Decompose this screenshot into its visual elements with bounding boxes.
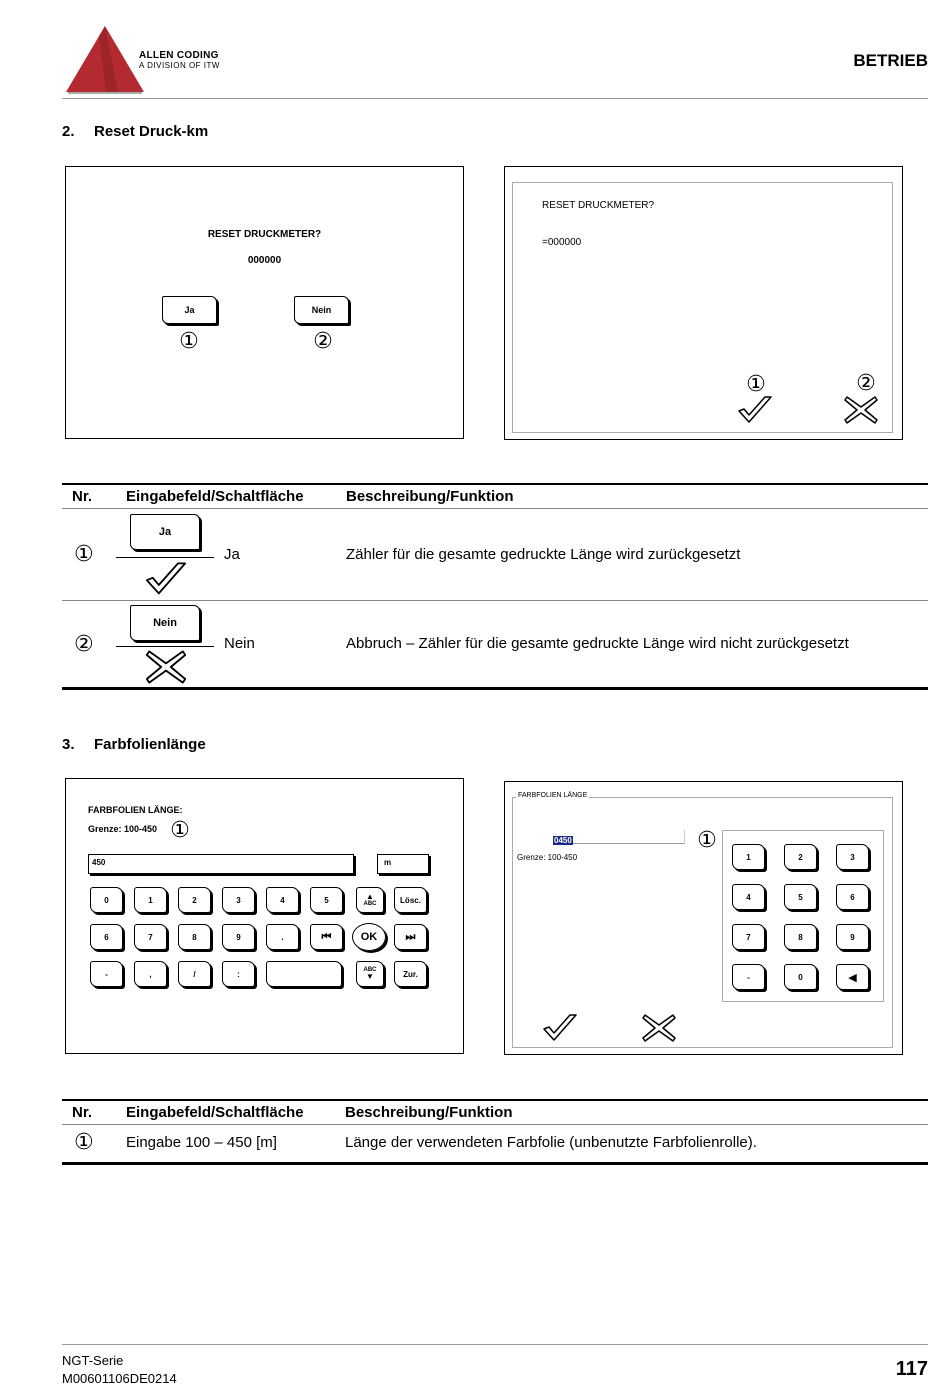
ok-button[interactable]: OK (352, 923, 386, 951)
key-colon[interactable]: : (222, 961, 255, 987)
cursor-right-key[interactable] (394, 924, 427, 950)
group-legend: FARBFOLIEN LÄNGE (518, 792, 588, 799)
callout-1: ① (179, 328, 199, 353)
key-0[interactable]: 0 (90, 887, 123, 913)
ja-button-thumbnail: Ja (130, 514, 200, 550)
table-header-rule (62, 1124, 928, 1125)
row-field: Ja (224, 546, 240, 563)
header-divider (62, 98, 928, 99)
key-4[interactable]: 4 (266, 887, 299, 913)
check-icon[interactable] (737, 395, 773, 425)
page-number: 117 (895, 1358, 928, 1380)
reset-value: =000000 (542, 237, 582, 248)
length-input[interactable] (553, 830, 685, 844)
key-0[interactable]: 0 (784, 964, 817, 990)
section-title: BETRIEB (853, 51, 928, 70)
cross-icon[interactable] (843, 395, 879, 425)
callout-2: ② (313, 328, 333, 353)
section-2-heading (62, 123, 208, 140)
cross-icon (144, 649, 188, 685)
row-field: Eingabe 100 – 450 [m] (126, 1134, 277, 1151)
reset-value: 000000 (247, 255, 282, 266)
table-bottom-rule (62, 1162, 928, 1165)
down-arrow-icon: ▼ (366, 972, 374, 981)
row-description: Zähler für die gesamte gedruckte Länge wird zurückgesetzt (346, 546, 741, 563)
ribbon-length-screen-classic (65, 778, 464, 1054)
unit-field: m (377, 854, 429, 874)
table-reset (62, 483, 928, 690)
logo-name: ALLEN CODING (139, 50, 219, 61)
key-6[interactable]: 6 (90, 924, 123, 950)
delete-key[interactable]: Lösc. (394, 887, 427, 913)
table-header-field: Eingabefeld/Schaltfläche (126, 488, 304, 505)
table-header-nr: Nr. (72, 1104, 93, 1121)
backspace-arrow-icon: ◀ (848, 971, 857, 984)
footer-series: NGT-Serie (62, 1353, 124, 1368)
table-header-nr: Nr. (72, 488, 93, 505)
key-9[interactable]: 9 (836, 924, 869, 950)
row-number: ① (74, 541, 94, 566)
allen-coding-logo-icon (66, 26, 144, 94)
limit-label: Grenze: 100-450 (88, 824, 158, 834)
key-5[interactable]: 5 (784, 884, 817, 910)
key-2[interactable]: 2 (178, 887, 211, 913)
space-key[interactable] (266, 961, 342, 987)
row-number: ② (74, 631, 94, 656)
abc-label: ABC (363, 967, 377, 973)
screen-frame (512, 182, 893, 433)
check-icon[interactable] (542, 1013, 578, 1043)
callout-1: ① (746, 371, 766, 396)
thumbnail-divider (116, 557, 214, 558)
key-dash[interactable]: - (90, 961, 123, 987)
ribbon-length-label: FARBFOLIEN LÄNGE: (88, 805, 183, 815)
abc-label: ABC (363, 901, 377, 907)
section-3-number: 3. (62, 736, 75, 753)
key-1[interactable]: 1 (134, 887, 167, 913)
section-2-title: Reset Druck-km (94, 123, 209, 140)
callout-1: ① (170, 817, 190, 842)
key-1[interactable]: 1 (732, 844, 765, 870)
key-8[interactable]: 8 (178, 924, 211, 950)
section-3-title: Farbfolienlänge (94, 736, 206, 753)
row-number: ① (74, 1129, 94, 1154)
cursor-left-key[interactable] (310, 924, 343, 950)
key-6[interactable]: 6 (836, 884, 869, 910)
length-input[interactable]: 450 (88, 854, 354, 874)
footer-doc-id: M00601106DE0214 (62, 1371, 177, 1386)
ja-button[interactable]: Ja (162, 296, 217, 324)
ribbon-length-screen-modern (504, 781, 903, 1055)
shift-abc-down-key[interactable] (356, 961, 384, 987)
key-7[interactable]: 7 (134, 924, 167, 950)
limit-label: Grenze: 100-450 (517, 853, 578, 862)
key-7[interactable]: 7 (732, 924, 765, 950)
check-icon (144, 561, 188, 597)
up-arrow-icon: ▲ (366, 892, 374, 901)
backspace-key[interactable] (836, 964, 869, 990)
skip-back-icon: ⏮ (321, 930, 332, 943)
table-header-desc: Beschreibung/Funktion (345, 1104, 513, 1121)
section-2-number: 2. (62, 123, 75, 140)
thumbnail-divider (116, 646, 214, 647)
reset-prompt: RESET DRUCKMETER? (542, 200, 655, 211)
row-field: Nein (224, 635, 255, 652)
reset-screen-modern (504, 166, 903, 440)
key-minus[interactable]: - (732, 964, 765, 990)
table-header-desc: Beschreibung/Funktion (346, 488, 514, 505)
nein-button-thumbnail: Nein (130, 605, 200, 641)
table-header-rule (62, 508, 928, 509)
cross-icon[interactable] (641, 1013, 677, 1043)
callout-1: ① (697, 827, 717, 852)
key-comma[interactable]: , (134, 961, 167, 987)
key-4[interactable]: 4 (732, 884, 765, 910)
key-3[interactable]: 3 (836, 844, 869, 870)
key-2[interactable]: 2 (784, 844, 817, 870)
key-3[interactable]: 3 (222, 887, 255, 913)
back-key[interactable]: Zur. (394, 961, 427, 987)
shift-abc-key[interactable] (356, 887, 384, 913)
table-ribbon-length (62, 1099, 928, 1167)
keypad-panel (722, 830, 884, 1002)
key-9[interactable]: 9 (222, 924, 255, 950)
row-divider (62, 600, 928, 601)
nein-button[interactable]: Nein (294, 296, 349, 324)
row-description: Abbruch – Zähler für die gesamte gedruckte Länge wird nicht zurückgesetzt (346, 635, 849, 652)
key-8[interactable]: 8 (784, 924, 817, 950)
reset-prompt: RESET DRUCKMETER? (207, 229, 322, 240)
table-header-field: Eingabefeld/Schaltfläche (126, 1104, 304, 1121)
footer-divider (62, 1344, 928, 1345)
row-description: Länge der verwendeten Farbfolie (unbenutzte Farbfolienrolle). (345, 1134, 757, 1151)
table-top-rule (62, 483, 928, 485)
key-5[interactable]: 5 (310, 887, 343, 913)
key-dot[interactable]: . (266, 924, 299, 950)
callout-2: ② (856, 370, 876, 395)
skip-forward-icon: ⏭ (405, 930, 416, 943)
section-3-heading (62, 736, 206, 753)
input-value: 0450 (554, 836, 572, 845)
key-slash[interactable]: / (178, 961, 211, 987)
reset-screen-classic (65, 166, 464, 439)
table-top-rule (62, 1099, 928, 1101)
table-bottom-rule (62, 687, 928, 690)
logo-subtitle: A DIVISION OF ITW (139, 61, 220, 70)
